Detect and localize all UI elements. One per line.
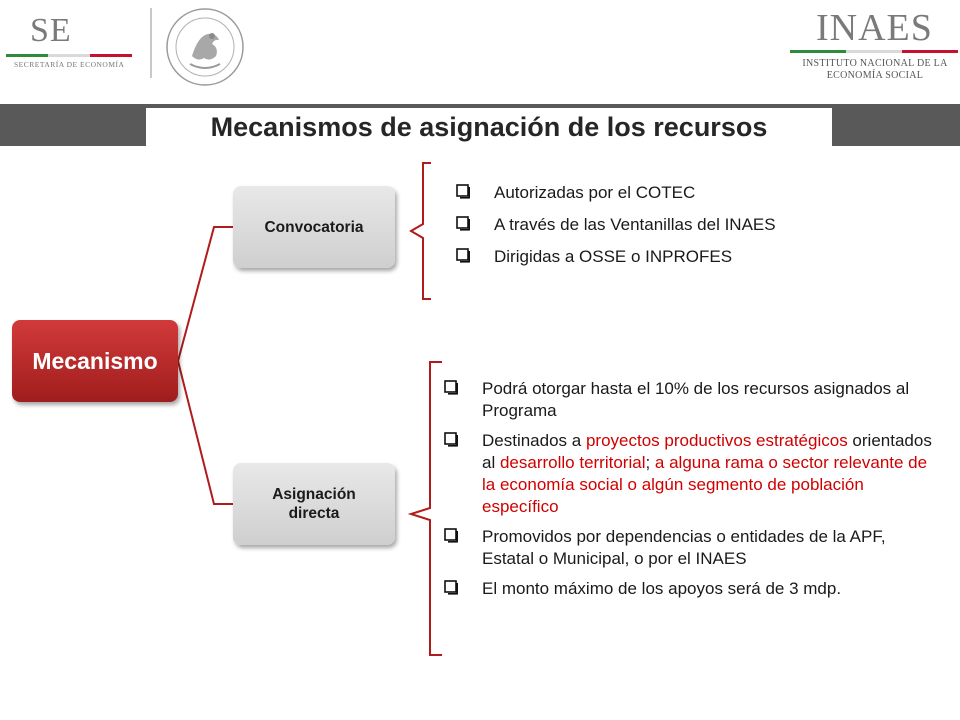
list-item [456,182,896,214]
checkbox-square-icon [444,526,458,543]
list-item [444,526,934,570]
asignacion-node-line-2: directa [288,505,340,522]
list-item [456,246,896,278]
se-logo-text: SE [30,12,72,49]
highlight-text: proyectos productivos estratégicos [585,431,848,450]
list-item [444,378,934,422]
convocatoria-item-text: Autorizadas por el COTEC [494,183,696,202]
checkbox-square-icon [444,378,458,395]
page-title: Mecanismos de asignación de los recursos [210,112,768,142]
asignacion-item-text-part: Destinados a [482,431,586,450]
convocatoria-item-text: Dirigidas a OSSE o INPROFES [494,247,733,266]
highlight-text: desarrollo territorial [499,453,646,472]
convocatoria-node: Convocatoria [233,186,395,268]
checkbox-square-icon [444,578,458,595]
inaes-subtext-line-1: INSTITUTO NACIONAL DE LA [802,58,948,69]
inaes-subtext-line-2: ECONOMÍA SOCIAL [826,70,924,81]
convocatoria-item-text: A través de las Ventanillas del INAES [494,215,776,234]
asignacion-directa-node [233,463,395,545]
se-logo-subtext: SECRETARÍA DE ECONOMÍA [14,60,125,69]
checkbox-square-icon [456,214,470,231]
bracket-convocatoria [411,163,431,299]
inaes-logo-text: INAES [816,7,933,49]
list-item [456,214,896,246]
highlight-text: a alguna rama o sector relevante de la economía social o algún segmento de población específico [482,453,928,516]
checkbox-square-icon [456,182,470,199]
list-item [444,430,934,518]
asignacion-item-text: Podrá otorgar hasta el 10% de los recursos asignados al Programa [482,379,910,420]
mecanismo-node: Mecanismo [12,320,178,402]
connector-to-asignacion [178,361,233,504]
checkbox-square-icon [456,246,470,263]
list-item [444,578,934,600]
asignacion-list [444,378,934,608]
checkbox-square-icon [444,430,458,447]
asignacion-item-text: El monto máximo de los apoyos será de 3 mdp. [482,579,842,598]
asignacion-item-text: Promovidos por dependencias o entidades de la APF, Estatal o Municipal, o por el INAES [482,527,886,568]
convocatoria-list [456,182,896,278]
asignacion-item-text-part: orientados al [482,431,932,472]
connector-to-convocatoria [178,227,233,361]
asignacion-item-text-part: ; [645,453,655,472]
asignacion-node-line-1: Asignación [272,486,356,503]
bracket-asignacion [411,362,442,655]
